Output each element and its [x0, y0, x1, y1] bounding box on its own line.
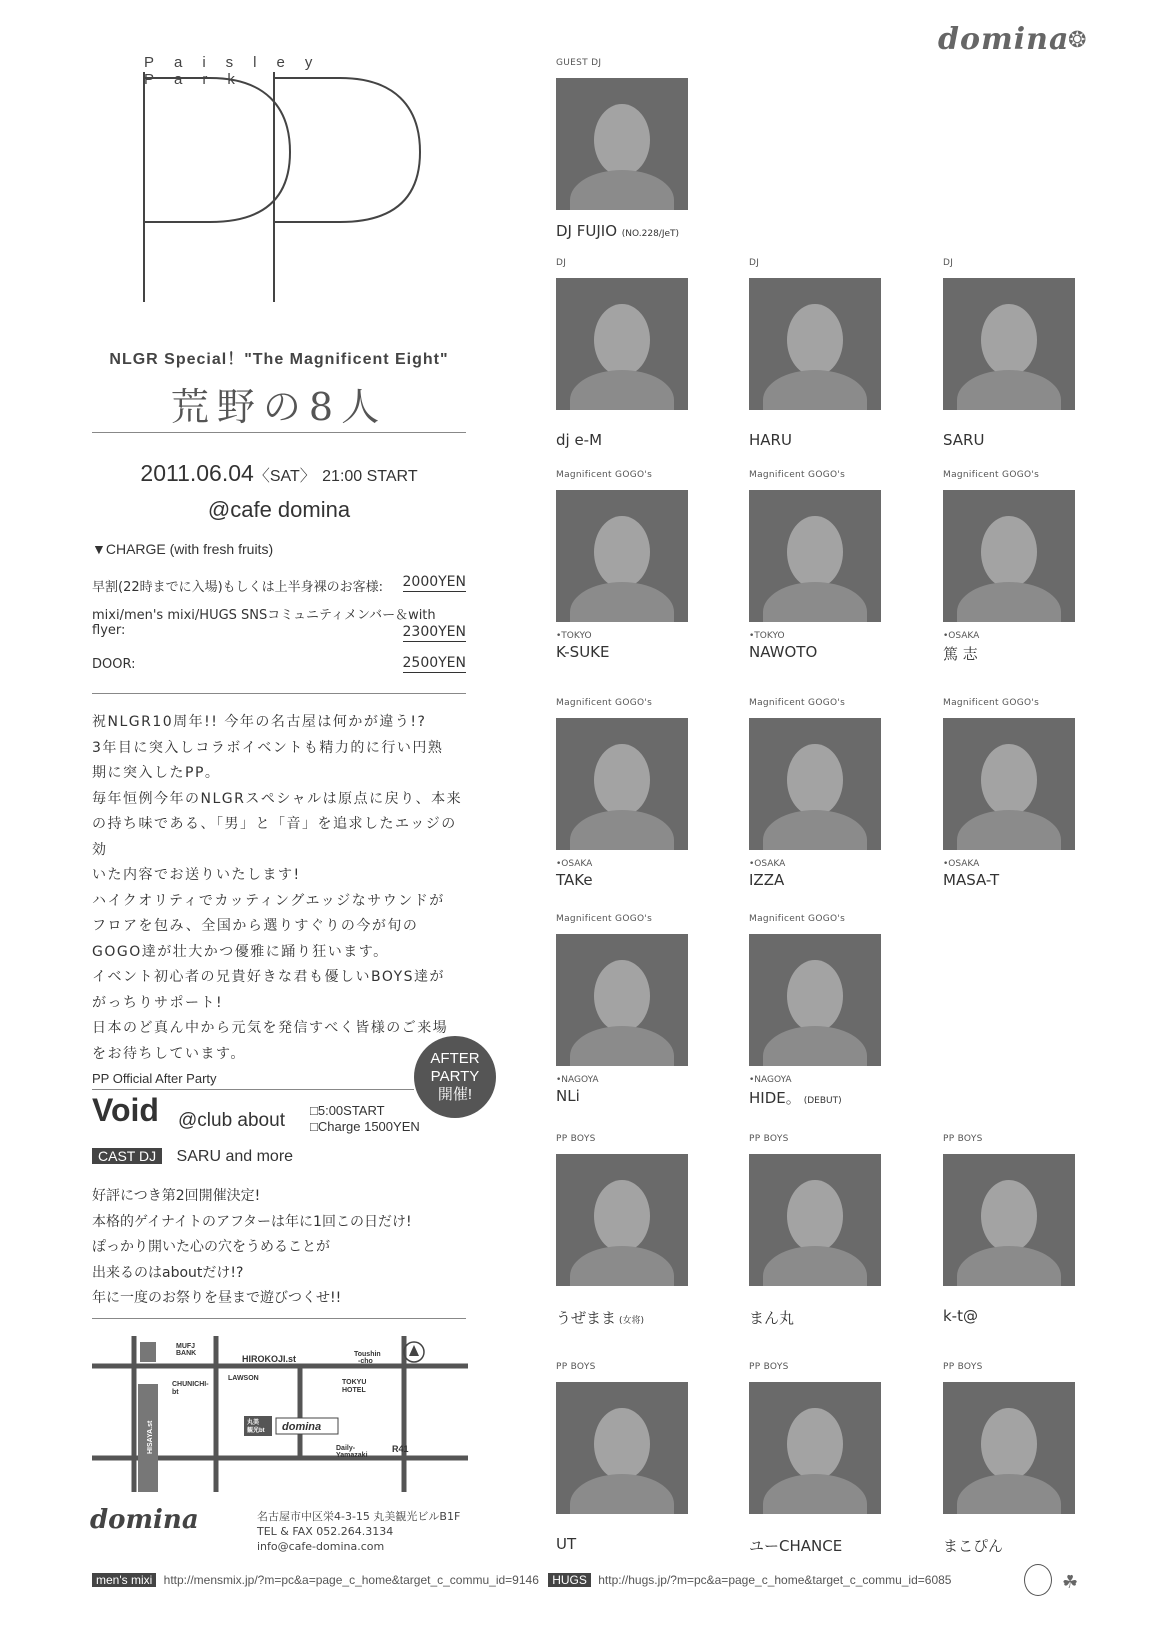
performer-photo	[943, 1382, 1075, 1514]
performer-origin	[943, 419, 1083, 430]
description-line: の持ち味である、「男」と「音」を追求したエッジの効	[92, 816, 457, 858]
performer-card	[749, 912, 889, 1108]
performer-card	[943, 696, 1083, 889]
performer-card	[556, 1360, 696, 1553]
after-party-line: 年に一度のお祭りを昼まで遊びつくせ!!	[92, 1290, 342, 1306]
performer-name	[749, 871, 889, 889]
performer-name-text: 篤 志	[943, 645, 978, 663]
performer-name-text: MASA-T	[943, 871, 1000, 889]
performer-role: Magnificent GOGO's	[943, 698, 1040, 708]
performer-card	[943, 256, 1083, 449]
after-party-badge	[414, 1036, 496, 1118]
performer-card	[749, 468, 889, 661]
mens-mixi-tag: men's mixi	[92, 1573, 156, 1587]
performer-card	[556, 256, 696, 449]
performer-photo	[943, 278, 1075, 410]
charge-row-member	[92, 604, 466, 644]
void-charge: □Charge 1500YEN	[310, 1119, 420, 1134]
performer-name-text: dj e-M	[556, 431, 603, 449]
performer-card	[749, 256, 889, 449]
void-start: □5:00START	[310, 1103, 385, 1118]
performer-origin	[749, 1295, 889, 1306]
charge-price: 2000YEN	[402, 574, 466, 590]
map-label-lawson: LAWSON	[228, 1375, 259, 1382]
nlgr-special-heading: NLGR Special！"The Magnificent Eight"	[109, 351, 449, 368]
domina-brand-logo: domina	[938, 22, 1070, 57]
performer-photo	[749, 934, 881, 1066]
description-line: 毎年恒例今年のNLGRスペシャルは原点に戻り、本来	[92, 790, 463, 807]
mascot-icon	[1024, 1564, 1052, 1596]
map-label-domina: domina	[282, 1421, 322, 1433]
hugs-tag: HUGS	[548, 1573, 591, 1587]
cast-dj-row	[92, 1148, 293, 1166]
address-phone: TEL & FAX 052.264.3134	[257, 1525, 394, 1538]
performer-role: Magnificent GOGO's	[556, 698, 653, 708]
event-venue: @cafe domina	[207, 497, 351, 522]
description-line: 祝NLGR10周年!! 今年の名古屋は何かが違う!?	[92, 714, 427, 730]
performer-photo	[749, 1382, 881, 1514]
performer-photo	[556, 718, 688, 850]
performer-name	[556, 1087, 696, 1105]
map-label-kankou: 観光bt	[247, 1428, 265, 1434]
performer-card	[749, 1132, 889, 1328]
badge-line: PARTY	[430, 1068, 480, 1085]
performer-photo	[943, 1154, 1075, 1286]
performer-name-text: まん丸	[749, 1309, 795, 1327]
description-line: ハイクオリティでカッティングエッジなサウンドが	[92, 892, 445, 909]
after-party-line: 出来るのはaboutだけ!?	[92, 1264, 244, 1281]
performer-name-text: k-t@	[943, 1307, 978, 1325]
event-date	[92, 460, 466, 487]
charge-price: 2300YEN	[402, 624, 466, 640]
performer-role: PP BOYS	[749, 1362, 789, 1372]
after-party-line: 本格的ゲイナイトのアフターは年に1回この日だけ!	[92, 1213, 412, 1230]
performer-name	[943, 643, 1083, 664]
performer-name	[749, 1087, 889, 1108]
charge-heading: ▼CHARGE (with fresh fruits)	[92, 541, 274, 557]
performer-photo	[556, 1154, 688, 1286]
camel-icon: ❂	[1068, 28, 1087, 53]
performer-card	[749, 1360, 889, 1556]
performer-name-text: TAKe	[556, 871, 593, 889]
performer-name-text: NLi	[556, 1087, 580, 1105]
after-party-description	[92, 1184, 412, 1312]
map-label-hisaya: HISAYA.st	[147, 1420, 154, 1454]
performer-role: PP BOYS	[749, 1134, 789, 1144]
performer-photo	[556, 934, 688, 1066]
performer-photo	[749, 490, 881, 622]
badge-line: AFTER	[430, 1050, 480, 1067]
performer-card	[556, 912, 696, 1105]
performer-card	[556, 1132, 696, 1328]
performer-origin: •OSAKA	[556, 859, 593, 869]
event-description	[92, 710, 472, 1067]
performer-photo	[556, 278, 688, 410]
charge-row-early	[92, 576, 466, 598]
performer-name	[943, 1307, 1083, 1325]
performer-note: (女将)	[619, 1316, 645, 1326]
badge-line: 開催!	[437, 1086, 473, 1103]
description-line: いた内容でお送りいたします!	[92, 867, 301, 883]
performer-name	[749, 431, 889, 449]
guest-dj-photo	[556, 78, 688, 210]
description-line: 3年目に突入しコラボイベントも精力的に行い円熟	[92, 739, 444, 756]
performer-photo	[556, 490, 688, 622]
performer-role: PP BOYS	[556, 1134, 596, 1144]
performer-name	[556, 1307, 696, 1328]
performer-origin	[556, 419, 696, 430]
address-line: 名古屋市中区栄4-3-15 丸美観光ビルB1F	[257, 1510, 461, 1523]
cast-dj-tag: CAST DJ	[92, 1148, 162, 1164]
event-title-japanese: 荒野の8人	[170, 385, 388, 429]
map-label-toushin: Toushin	[354, 1351, 381, 1358]
charge-price: 2500YEN	[402, 655, 466, 671]
rabbit-icon: ☘	[1062, 1572, 1079, 1593]
performer-card	[943, 1132, 1083, 1325]
performer-name	[943, 1535, 1083, 1556]
map-label-maruyoshi: 丸美	[247, 1420, 260, 1426]
performer-origin: •NAGOYA	[556, 1075, 599, 1085]
map-label-daily: Daily-	[336, 1445, 356, 1452]
performer-name-text: HARU	[749, 431, 792, 449]
void-details	[310, 1103, 420, 1135]
after-party-line: ぽっかり開いた心の穴をうめることが	[92, 1239, 330, 1255]
map-label-bank: BANK	[176, 1350, 197, 1357]
void-venue: @club about	[178, 1110, 285, 1131]
map-label-mufj: MUFJ	[176, 1343, 196, 1350]
performer-card	[556, 696, 696, 889]
performer-role: PP BOYS	[943, 1134, 983, 1144]
performer-role: Magnificent GOGO's	[943, 470, 1040, 480]
description-line: フロアを包み、全国から選りすぐりの今が旬の	[92, 918, 419, 934]
performer-origin	[749, 1523, 889, 1534]
guest-dj-name-text: DJ FUJIO	[556, 222, 618, 240]
venue-address	[257, 1509, 460, 1554]
performer-name-text: K-SUKE	[556, 643, 610, 661]
performer-role: Magnificent GOGO's	[749, 698, 846, 708]
hugs-url[interactable]: http://hugs.jp/?m=pc&a=page_c_home&target_c_commu_id=6085	[598, 1573, 952, 1587]
performer-card	[749, 696, 889, 889]
performer-origin: •OSAKA	[943, 631, 980, 641]
guest-dj-card	[556, 56, 696, 240]
venue-map	[92, 1336, 468, 1492]
performer-name	[556, 871, 696, 889]
mens-mixi-url[interactable]: http://mensmix.jp/?m=pc&a=page_c_home&target_c_commu_id=9146	[163, 1573, 539, 1587]
performer-origin	[556, 1523, 696, 1534]
performer-role: DJ	[943, 258, 954, 268]
performer-name-text: ユーCHANCE	[749, 1537, 843, 1555]
void-club-name: Void	[92, 1092, 159, 1128]
performer-role: Magnificent GOGO's	[749, 914, 846, 924]
domina-address-logo: domina	[90, 1505, 199, 1535]
performer-origin: •TOKYO	[556, 631, 592, 641]
map-label-bt: bt	[172, 1389, 179, 1396]
paisley-park-subtitle: Paisley Park	[144, 54, 333, 88]
performer-name	[749, 1535, 889, 1556]
charge-label: DOOR:	[92, 657, 136, 672]
description-line: がっちりサポート!	[92, 994, 224, 1011]
map-label-yamazaki: Yamazaki	[336, 1452, 368, 1459]
guest-dj-note: (NO.228/JeT)	[621, 229, 680, 239]
performer-role: Magnificent GOGO's	[556, 470, 653, 480]
performer-name-text: IZZA	[749, 871, 785, 889]
performer-name-text: SARU	[943, 431, 985, 449]
performer-name	[556, 431, 696, 449]
performer-note: (DEBUT)	[803, 1096, 842, 1106]
performer-role: PP BOYS	[943, 1362, 983, 1372]
performer-photo	[749, 718, 881, 850]
performer-origin	[943, 1295, 1083, 1306]
after-party-label: PP Official After Party	[92, 1071, 217, 1086]
description-line: イベント初心者の兄貴好きな君も優しいBOYS達が	[92, 969, 446, 985]
map-label-cho: -cho	[358, 1358, 373, 1365]
performer-card	[556, 468, 696, 661]
performer-card	[943, 1360, 1083, 1556]
pp-logo	[140, 72, 440, 320]
map-label-tokyu: TOKYU	[342, 1379, 367, 1386]
performer-photo	[943, 718, 1075, 850]
performer-name-text: まこぴん	[943, 1537, 1004, 1555]
performer-photo	[943, 490, 1075, 622]
address-email: info@cafe-domina.com	[257, 1540, 385, 1553]
description-line: をお待ちしています。	[92, 1045, 246, 1062]
performer-photo	[749, 278, 881, 410]
after-party-line: 好評につき第2回開催決定!	[92, 1188, 261, 1204]
performer-origin	[943, 1523, 1083, 1534]
performer-photo	[749, 1154, 881, 1286]
performer-origin: •OSAKA	[943, 859, 980, 869]
performer-name	[943, 431, 1083, 449]
performer-card	[943, 468, 1083, 664]
performer-photo	[556, 1382, 688, 1514]
description-line: 期に突入したPP。	[92, 765, 221, 781]
charge-label: 早割(22時までに入場)もしくは上半身裸のお客様:	[92, 580, 384, 595]
map-label-hotel: HOTEL	[342, 1387, 366, 1394]
performer-name	[749, 1307, 889, 1328]
date-day: 〈SAT〉	[253, 468, 316, 485]
performer-role: Magnificent GOGO's	[749, 470, 846, 480]
map-label-r41: R41	[392, 1444, 409, 1454]
performer-origin: •TOKYO	[749, 631, 785, 641]
footer-links	[92, 1573, 951, 1587]
cast-dj-names: SARU and more	[176, 1148, 294, 1165]
map-label-hirokoji: HIROKOJI.st	[242, 1354, 297, 1364]
performer-origin	[749, 419, 889, 430]
performer-origin: •NAGOYA	[749, 1075, 792, 1085]
map-label-chunichi: CHUNICHI-	[172, 1381, 209, 1388]
date-value: 2011.06.04	[140, 460, 254, 486]
performer-origin: •OSAKA	[749, 859, 786, 869]
performer-name	[556, 643, 696, 661]
performer-role: PP BOYS	[556, 1362, 596, 1372]
performer-name-text: UT	[556, 1535, 577, 1553]
description-line: 日本のど真ん中から元気を発信すべく皆様のご来場	[92, 1020, 449, 1036]
guest-dj-role: GUEST DJ	[556, 58, 602, 68]
charge-row-door	[92, 657, 466, 679]
performer-name-text: HIDE。	[749, 1089, 801, 1107]
guest-dj-name	[556, 222, 696, 240]
performer-role: Magnificent GOGO's	[556, 914, 653, 924]
performer-name-text: NAWOTO	[749, 643, 818, 661]
charge-label: mixi/men's mixi/HUGS SNSコミュニティメンバー＆with flyer:	[92, 608, 436, 638]
performer-name-text: うぜまま	[556, 1309, 617, 1327]
performer-role: DJ	[749, 258, 760, 268]
performer-name	[749, 643, 889, 661]
description-line: GOGO達が壮大かつ優雅に踊り狂います。	[92, 943, 389, 960]
start-time: 21:00 START	[322, 468, 418, 485]
performer-role: DJ	[556, 258, 567, 268]
performer-name	[943, 871, 1083, 889]
performer-name	[556, 1535, 696, 1553]
performer-origin	[556, 1295, 696, 1306]
